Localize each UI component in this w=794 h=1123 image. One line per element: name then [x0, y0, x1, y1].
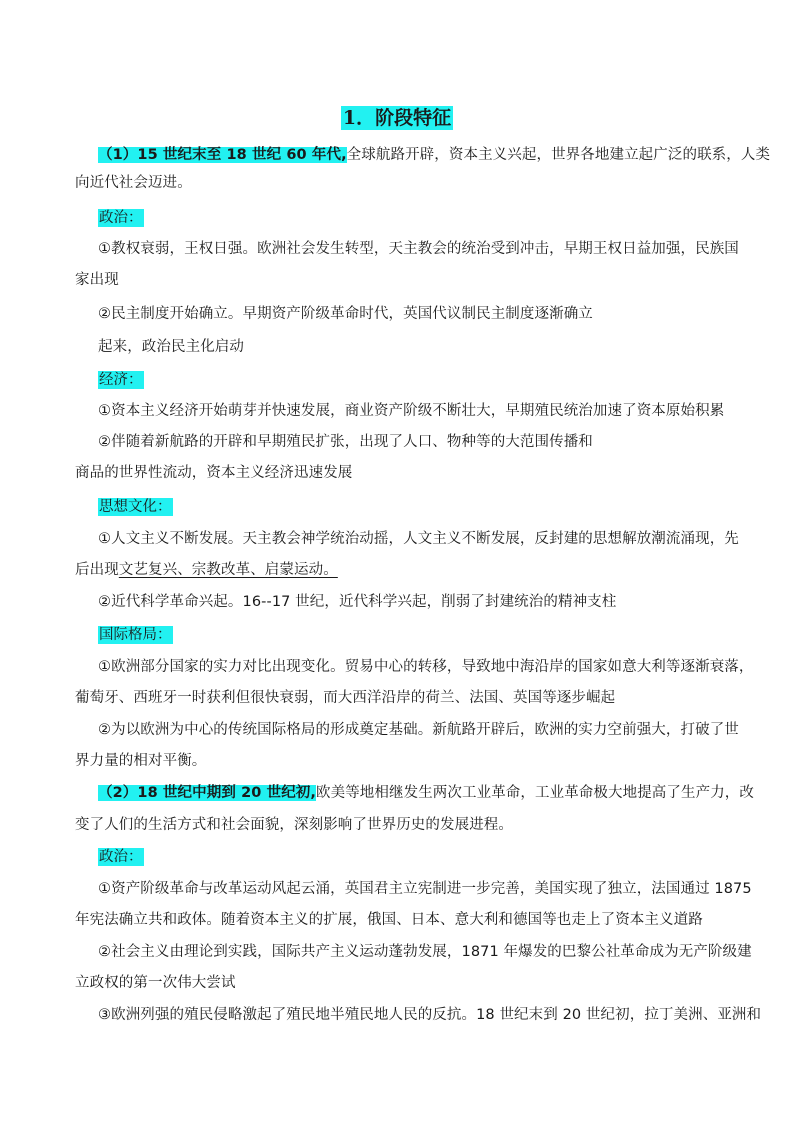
culture-label: 思想文化： — [99, 499, 172, 515]
politics2-item3-line1: ③欧洲列强的殖民侵略激起了殖民地半殖民地人民的反抗。18 世纪末到 20 世纪初，拉丁美洲、亚洲和 — [98, 1007, 762, 1023]
culture-movements-underlined: 文艺复兴、宗教改革、启蒙运动。 — [118, 562, 338, 578]
politics2-item2-line2: 立政权的第一次伟大尝试 — [75, 975, 236, 991]
politics2-item1-line1: ①资产阶级革命与改革运动风起云涌，英国君主立宪制进一步完善，美国实现了独立，法国通过 1875 — [98, 881, 752, 897]
economy-item2-line1: ②伴随着新航路的开辟和早期殖民扩张，出现了人口、物种等的大范围传播和 — [98, 434, 593, 450]
culture-item2: ②近代科学革命兴起。16--17 世纪，近代科学兴起，削弱了封建统治的精神支柱 — [98, 594, 617, 610]
economy-label: 经济： — [99, 372, 143, 388]
politics1-item1-line2: 家出现 — [75, 272, 119, 288]
section2-period-highlight: （2）18 世纪中期到 20 世纪初, — [98, 785, 316, 801]
politics1-item2-line1: ②民主制度开始确立。早期资产阶级革命时代，英国代议制民主制度逐渐确立 — [98, 306, 593, 322]
politics1-item2-line2: 起来，政治民主化启动 — [98, 339, 244, 355]
section2-intro-line2: 变了人们的生活方式和社会面貌，深刻影响了世界历史的发展进程。 — [75, 817, 513, 833]
section1-intro-line2: 向近代社会迈进。 — [75, 175, 192, 191]
section1-intro-line1: （1）15 世纪末至 18 世纪 60 年代,全球航路开辟，资本主义兴起，世界各地建立起广泛的联系，人类 — [98, 147, 771, 163]
intl-item2-line1: ②为以欧洲为中心的传统国际格局的形成奠定基础。新航路开辟后，欧洲的实力空前强大，打破了世 — [98, 722, 739, 738]
section2-intro-line1: （2）18 世纪中期到 20 世纪初,欧美等地相继发生两次工业革命，工业革命极大地提高了生产力，改 — [98, 785, 754, 801]
economy-item1: ①资本主义经济开始萌芽并快速发展，商业资产阶级不断壮大，早期殖民统治加速了资本原始积累 — [98, 403, 725, 419]
intl-item1-line2: 葡萄牙、西班牙一时获利但很快衰弱，而大西洋沿岸的荷兰、法国、英国等逐步崛起 — [75, 690, 616, 706]
politics2-item1-line2: 年宪法确立共和政体。随着资本主义的扩展，俄国、日本、意大利和德国等也走上了资本主义道路 — [75, 912, 703, 928]
intl-item1-line1: ①欧洲部分国家的实力对比出现变化。贸易中心的转移，导致地中海沿岸的国家如意大利等逐渐衰落， — [98, 659, 754, 675]
culture-item1-line1: ①人文主义不断发展。天主教会神学统治动摇，人文主义不断发展，反封建的思想解放潮流涌现，先 — [98, 531, 739, 547]
intl-item2-line2: 界力量的相对平衡。 — [75, 753, 207, 769]
section-title: 1．阶段特征 — [342, 107, 452, 129]
culture-item1-line2: 后出现文艺复兴、宗教改革、启蒙运动。 — [75, 562, 338, 578]
intl-label: 国际格局： — [99, 627, 172, 643]
politics2-item2-line1: ②社会主义由理论到实践，国际共产主义运动蓬勃发展，1871 年爆发的巴黎公社革命成为无产阶级建 — [98, 944, 752, 960]
politics-label-2: 政治： — [99, 849, 143, 865]
economy-item2-line2: 商品的世界性流动，资本主义经济迅速发展 — [75, 465, 353, 481]
politics1-item1-line1: ①教权衰弱，王权日强。欧洲社会发生转型，天主教会的统治受到冲击，早期王权日益加强，民族国 — [98, 241, 739, 257]
section1-period-highlight: （1）15 世纪末至 18 世纪 60 年代, — [98, 147, 347, 163]
politics-label-1: 政治： — [99, 210, 143, 226]
